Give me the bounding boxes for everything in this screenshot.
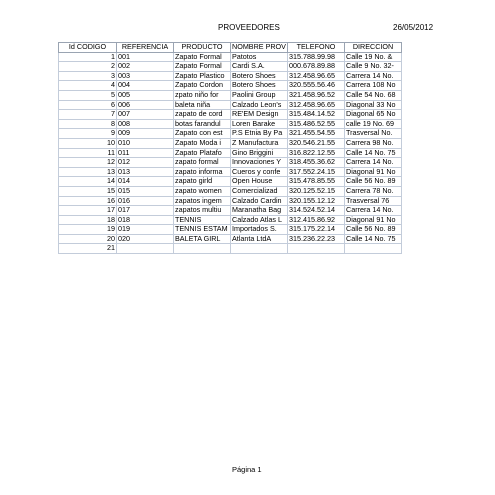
cell-producto: Zapato Platafo — [174, 148, 231, 158]
cell-referencia: 007 — [117, 110, 174, 120]
table-row — [59, 62, 402, 72]
cell-telefono: 315.236.22.23 — [288, 234, 345, 244]
cell-producto: Zapato Moda i — [174, 138, 231, 148]
cell-id: 5 — [59, 90, 117, 100]
cell-nombre-prov: Botero Shoes — [231, 71, 288, 81]
cell-producto: zapato girld — [174, 177, 231, 187]
cell-referencia: 016 — [117, 196, 174, 206]
column-header-telefono: TELEFONO — [288, 43, 345, 53]
cell-referencia: 002 — [117, 62, 174, 72]
table-row — [59, 71, 402, 81]
table-row — [59, 110, 402, 120]
table-row — [59, 215, 402, 225]
cell-telefono: 316.822.12.55 — [288, 148, 345, 158]
table-row — [59, 52, 402, 62]
cell-telefono: 320.546.21.55 — [288, 138, 345, 148]
cell-referencia: 013 — [117, 167, 174, 177]
cell-telefono: 315.478.85.55 — [288, 177, 345, 187]
cell-direccion: Calle 14 No. 75 — [345, 148, 402, 158]
cell-nombre-prov: Cueros y confe — [231, 167, 288, 177]
table-row — [59, 234, 402, 244]
table-row — [59, 129, 402, 139]
table-row — [59, 167, 402, 177]
cell-id: 20 — [59, 234, 117, 244]
cell-producto: zapato formal — [174, 158, 231, 168]
cell-nombre-prov — [231, 244, 288, 254]
page-number: Página 1 — [232, 465, 262, 474]
cell-producto: zapato women — [174, 186, 231, 196]
cell-telefono: 315.486.52.55 — [288, 119, 345, 129]
cell-direccion: Trasversal No. — [345, 129, 402, 139]
cell-telefono: 317.552.24.15 — [288, 167, 345, 177]
cell-direccion: Calle 9 No. 32- — [345, 62, 402, 72]
cell-direccion: Carrera 14 No. — [345, 71, 402, 81]
cell-direccion: Calle 56 No. 89 — [345, 177, 402, 187]
cell-direccion: Calle 56 No. 89 — [345, 225, 402, 235]
cell-nombre-prov: Cardi S.A. — [231, 62, 288, 72]
cell-direccion — [345, 244, 402, 254]
table-row — [59, 119, 402, 129]
cell-id: 11 — [59, 148, 117, 158]
cell-id: 18 — [59, 215, 117, 225]
table-row — [59, 138, 402, 148]
cell-id: 8 — [59, 119, 117, 129]
cell-producto: Zapato con est — [174, 129, 231, 139]
table-row — [59, 158, 402, 168]
cell-nombre-prov: Importados S. — [231, 225, 288, 235]
cell-telefono: 320.555.56.46 — [288, 81, 345, 91]
cell-producto: zapato de cord — [174, 110, 231, 120]
cell-producto: zapatos multiu — [174, 206, 231, 216]
cell-producto: zapatos ingem — [174, 196, 231, 206]
cell-referencia: 010 — [117, 138, 174, 148]
cell-id: 17 — [59, 206, 117, 216]
cell-referencia: 006 — [117, 100, 174, 110]
cell-direccion: Diagonal 91 No — [345, 167, 402, 177]
cell-direccion: Carrera 108 No — [345, 81, 402, 91]
cell-direccion: calle 19 No. 69 — [345, 119, 402, 129]
cell-telefono: 321.458.96.52 — [288, 90, 345, 100]
cell-id: 2 — [59, 62, 117, 72]
table-body — [59, 52, 402, 253]
cell-nombre-prov: Z Manufactura — [231, 138, 288, 148]
table-header-row — [59, 43, 402, 53]
cell-telefono — [288, 244, 345, 254]
cell-telefono: 312.458.96.65 — [288, 71, 345, 81]
cell-telefono: 000.678.89.88 — [288, 62, 345, 72]
cell-id: 9 — [59, 129, 117, 139]
cell-nombre-prov: Open House — [231, 177, 288, 187]
cell-id: 13 — [59, 167, 117, 177]
cell-telefono: 320.125.52.15 — [288, 186, 345, 196]
table-row — [59, 177, 402, 187]
page-title: PROVEEDORES — [218, 23, 280, 32]
cell-producto: Zapato Cordon — [174, 81, 231, 91]
cell-producto: Zapato Formal — [174, 52, 231, 62]
table-row — [59, 81, 402, 91]
cell-direccion: Carrera 14 No. — [345, 206, 402, 216]
cell-producto: baleta niña — [174, 100, 231, 110]
cell-id: 12 — [59, 158, 117, 168]
cell-direccion: Diagonal 65 No — [345, 110, 402, 120]
cell-nombre-prov: Botero Shoes — [231, 81, 288, 91]
cell-nombre-prov: Atlanta LtdA — [231, 234, 288, 244]
cell-referencia: 014 — [117, 177, 174, 187]
table-row — [59, 196, 402, 206]
cell-id: 1 — [59, 52, 117, 62]
cell-producto — [174, 244, 231, 254]
cell-direccion: Diagonal 91 No — [345, 215, 402, 225]
cell-id: 6 — [59, 100, 117, 110]
cell-id: 10 — [59, 138, 117, 148]
cell-producto: TENNIS — [174, 215, 231, 225]
cell-producto: zpato niño for — [174, 90, 231, 100]
table-row — [59, 225, 402, 235]
cell-telefono: 321.455.54.55 — [288, 129, 345, 139]
cell-id: 14 — [59, 177, 117, 187]
column-header-producto: PRODUCTO — [174, 43, 231, 53]
cell-producto: BALETA GIRL — [174, 234, 231, 244]
cell-producto: TENNIS ESTAM — [174, 225, 231, 235]
table-row — [59, 244, 402, 254]
cell-id: 15 — [59, 186, 117, 196]
cell-referencia: 008 — [117, 119, 174, 129]
cell-nombre-prov: Gino Briggini — [231, 148, 288, 158]
cell-referencia: 012 — [117, 158, 174, 168]
table-row — [59, 90, 402, 100]
cell-referencia: 019 — [117, 225, 174, 235]
table-row — [59, 206, 402, 216]
cell-telefono: 315.788.99.98 — [288, 52, 345, 62]
column-header-id: Id CODIGO — [59, 43, 117, 53]
cell-nombre-prov: P.S Etnia By Pa — [231, 129, 288, 139]
cell-id: 19 — [59, 225, 117, 235]
cell-telefono: 312.415.86.92 — [288, 215, 345, 225]
cell-referencia: 005 — [117, 90, 174, 100]
providers-table — [58, 42, 402, 254]
cell-producto: zapato informa — [174, 167, 231, 177]
cell-direccion: Calle 54 No. 68 — [345, 90, 402, 100]
cell-nombre-prov: Loren Barake — [231, 119, 288, 129]
column-header-direccion: DIRECCION — [345, 43, 402, 53]
column-header-referencia: REFERENCIA — [117, 43, 174, 53]
cell-direccion: Calle 19 No. & — [345, 52, 402, 62]
cell-id: 7 — [59, 110, 117, 120]
cell-direccion: Carrera 14 No. — [345, 158, 402, 168]
cell-telefono: 315.175.22.14 — [288, 225, 345, 235]
page-date: 26/05/2012 — [393, 23, 434, 32]
cell-id: 21 — [59, 244, 117, 254]
cell-referencia: 011 — [117, 148, 174, 158]
column-header-nombre-prov: NOMBRE PROV — [232, 42, 286, 51]
cell-referencia: 009 — [117, 129, 174, 139]
cell-referencia: 018 — [117, 215, 174, 225]
cell-telefono: 314.524.52.14 — [288, 206, 345, 216]
cell-nombre-prov: Comercializad — [231, 186, 288, 196]
cell-direccion: Diagonal 33 No — [345, 100, 402, 110]
table-row — [59, 148, 402, 158]
cell-referencia: 017 — [117, 206, 174, 216]
cell-nombre-prov: Maranatha Bag — [231, 206, 288, 216]
cell-producto: Zapato Formal — [174, 62, 231, 72]
cell-nombre-prov: Calzado Cardin — [231, 196, 288, 206]
cell-nombre-prov: Paolini Group — [231, 90, 288, 100]
cell-nombre-prov: Patotos — [231, 52, 288, 62]
cell-direccion: Trasversal 76 — [345, 196, 402, 206]
cell-referencia: 001 — [117, 52, 174, 62]
cell-nombre-prov: Calzado Atlas L — [231, 215, 288, 225]
cell-direccion: Carrera 78 No. — [345, 186, 402, 196]
cell-nombre-prov: RE'EM Design — [231, 110, 288, 120]
cell-referencia: 015 — [117, 186, 174, 196]
cell-producto: Zapato Plastico — [174, 71, 231, 81]
cell-producto: botas farandul — [174, 119, 231, 129]
cell-referencia: 004 — [117, 81, 174, 91]
cell-nombre-prov: Innovaciones Y — [231, 158, 288, 168]
table-row — [59, 100, 402, 110]
cell-referencia: 003 — [117, 71, 174, 81]
table-row — [59, 186, 402, 196]
cell-telefono: 312.458.96.65 — [288, 100, 345, 110]
cell-direccion: Carrera 98 No. — [345, 138, 402, 148]
cell-telefono: 315.484.14.52 — [288, 110, 345, 120]
cell-referencia: 020 — [117, 234, 174, 244]
cell-id: 16 — [59, 196, 117, 206]
cell-referencia — [117, 244, 174, 254]
cell-id: 3 — [59, 71, 117, 81]
cell-direccion: Calle 14 No. 75 — [345, 234, 402, 244]
cell-id: 4 — [59, 81, 117, 91]
cell-telefono: 318.455.36.62 — [288, 158, 345, 168]
cell-nombre-prov: Calzado Leon's — [231, 100, 288, 110]
cell-telefono: 320.155.12.12 — [288, 196, 345, 206]
